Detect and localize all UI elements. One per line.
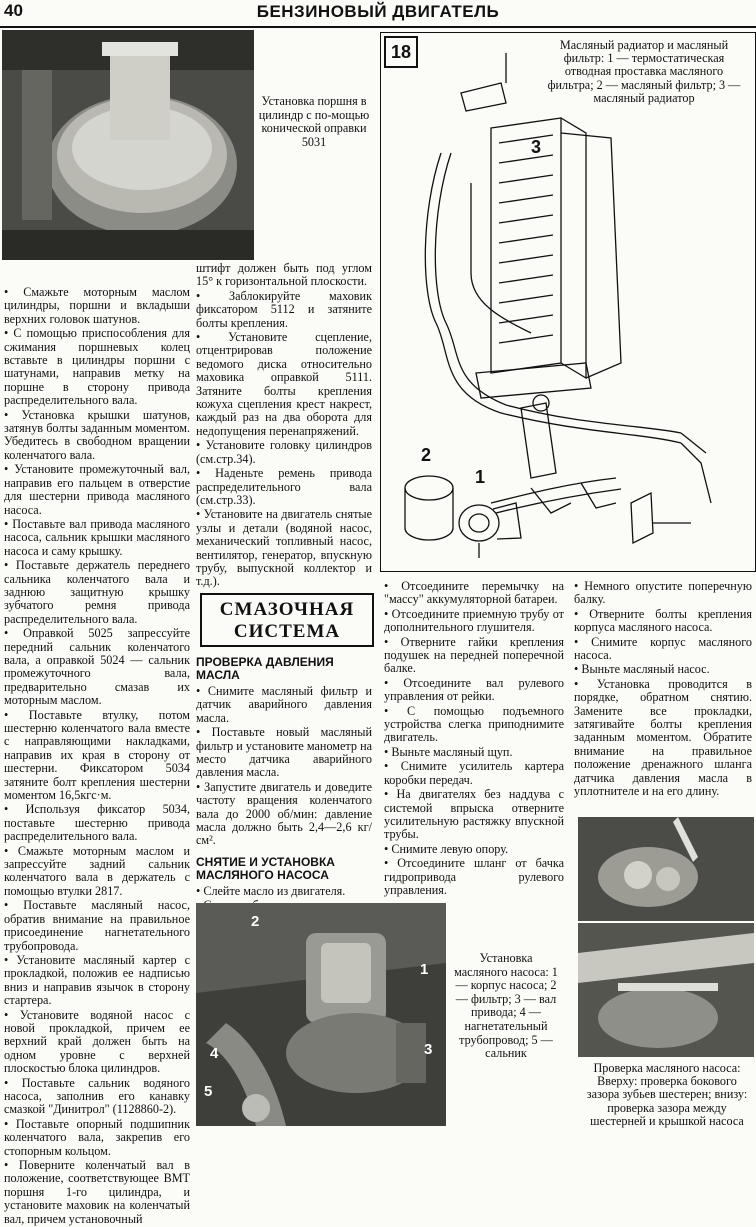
col3-paragraph: • Отверните гайки крепления подушек на передней поперечной балке. bbox=[384, 634, 564, 676]
col1-paragraph: • Установите водяной насос с новой прокладкой, причем ее верхний край должен быть на одном уровне с верхней плоскостью блока цилиндров. bbox=[4, 1007, 190, 1076]
col1-paragraph: • Поверните коленчатый вал в положение, соответствующее ВМТ поршня 1-го цилиндра, и установите маховик на коленчатый вал, причем установочный bbox=[4, 1158, 190, 1226]
lubrication-section bbox=[196, 654, 372, 914]
col3-paragraph: • Отсоедините приемную трубу от дополнительного глушителя. bbox=[384, 606, 564, 635]
subheading-oil-pressure: ПРОВЕРКА ДАВЛЕНИЯ МАСЛА bbox=[196, 655, 334, 682]
figure-callout: 3 bbox=[531, 137, 542, 157]
col1-paragraph: • Поставьте опорный подшипник коленчатого вала, закрепив его стопорным кольцом. bbox=[4, 1116, 190, 1158]
column-3 bbox=[384, 580, 564, 898]
col4-paragraph: • Установка проводится в порядке, обратном снятию. Замените все прокладки, затягивайте болты крепления заданным моментом. Обратите внимание на правильное положение дренажного шланга датчика давления масла в уплотнителе и на его длину. bbox=[574, 676, 752, 799]
page-title: БЕНЗИНОВЫЙ ДВИГАТЕЛЬ bbox=[256, 2, 500, 21]
col3-paragraph: • Отсоедините вал рулевого управления от рейки. bbox=[384, 675, 564, 704]
piston-photo-caption: Установка поршня в цилиндр с по-мощью конической оправки 5031 bbox=[258, 94, 370, 149]
col1-paragraph: • Смажьте моторным маслом цилиндры, поршни и вкладыши верхних головок шатунов. bbox=[4, 285, 190, 326]
col1-paragraph: • Оправкой 5025 запрессуйте передний сальник коленчатого вала, а оправкой 5024 — сальник промежуточного вала, предварительно смазав их моторным маслом. bbox=[4, 626, 190, 708]
col4-paragraph: • Отверните болты крепления корпуса масляного насоса. bbox=[574, 606, 752, 635]
section-title-line1: СМАЗОЧНАЯ bbox=[219, 599, 355, 620]
col1-paragraph: • Установите промежуточный вал, направив его пальцем в отверстие для шестерни привода масляного насоса. bbox=[4, 462, 190, 517]
col1-paragraph: • Смажьте моторным маслом и запрессуйте задний сальник коленчатого вала в держатель с помощью втулки 2817. bbox=[4, 843, 190, 898]
page-header bbox=[0, 0, 756, 28]
oil-pump-install-photo bbox=[196, 903, 446, 1126]
figure-callout: 1 bbox=[475, 467, 486, 487]
col4-paragraph: • Выньте масляный насос. bbox=[574, 662, 710, 677]
col2-paragraph: штифт должен быть под углом 15° к горизонтальной плоскости. bbox=[196, 261, 372, 289]
section-paragraph: • Поставьте новый масляный фильтр и установите манометр на место датчика аварийного давления масла. bbox=[196, 725, 372, 780]
col1-paragraph: • С помощью приспособления для сжимания поршневых колец вставьте в цилиндры поршни с шатунами, направив метку на поршне в сторону привода распределительного вала. bbox=[4, 326, 190, 408]
col1-paragraph: • Установка крышки шатунов, затянув болты заданным моментом. Убедитесь в свободном вращении коленчатого вала. bbox=[4, 407, 190, 462]
col3-paragraph: • Снимите усилитель картера коробки передач. bbox=[384, 759, 564, 787]
pump-check-caption: Проверка масляного насоса: Вверху: проверка бокового зазора зубьев шестерен; внизу: проверка зазора между шестерней и крышкой насоса bbox=[586, 1061, 748, 1128]
section-title-line2: СИСТЕМА bbox=[233, 621, 341, 642]
col1-paragraph: • Поставьте держатель переднего сальника коленчатого вала и заднюю защитную крышку зубчатого ремня привода распределительного вала. bbox=[4, 558, 190, 626]
col1-paragraph: • Поставьте втулку, потом шестерню коленчатого вала вместе с направляющими накладками, направив их края в сторону от шестерни. Фиксатором 5034 затяните болт крепления шестерни моментом 16,5кгс·м. bbox=[4, 707, 190, 803]
section-paragraph: • Снимите масляный фильтр и датчик аварийного давления масла. bbox=[196, 684, 372, 725]
figure-18-caption: Масляный радиатор и масляный фильтр: 1 — термостатическая отводная проставка масляного фильтра; 2 — масляный фильтр; 3 — масляный радиатор bbox=[547, 38, 741, 105]
col1-paragraph: • Установите масляный картер с прокладкой, положив ее надписью вниз и направив язычок в сторону стартера. bbox=[4, 952, 190, 1008]
col1-paragraph: • Поставьте вал привода масляного насоса, сальник крышки масляного насоса и саму крышку. bbox=[4, 516, 190, 558]
section-title-box bbox=[200, 593, 374, 647]
photo-callout: 3 bbox=[424, 1041, 433, 1058]
col3-paragraph: • На двигателях без наддува с системой впрыска отверните усилительную растяжку впускной трубы. bbox=[384, 787, 564, 842]
col4-paragraph: • Снимите корпус масляного насоса. bbox=[574, 634, 752, 663]
photo-callout: 5 bbox=[204, 1083, 213, 1100]
oil-pump-photo-caption: Установка масляного насоса: 1 — корпус насоса; 2 — фильтр; 3 — вал привода; 4 — нагнетательный трубопровод; 5 — сальник bbox=[454, 951, 558, 1061]
photo-callout: 1 bbox=[420, 961, 429, 978]
col3-paragraph: • Выньте масляный щуп. bbox=[384, 744, 513, 759]
pump-check-photo-top bbox=[578, 817, 754, 921]
pump-check-photo-bottom bbox=[578, 923, 754, 1057]
col1-paragraph: • Используя фиксатор 5034, поставьте шестерню привода распределительного вала. bbox=[4, 802, 190, 844]
figure-number: 18 bbox=[384, 36, 418, 68]
col2-paragraph: • Установите на двигатель снятые узлы и детали (водяной насос, механический топливный насос, вентилятор, генератор, впускную трубу, выпускной коллектор и т.д.). bbox=[196, 507, 372, 589]
col2-paragraph: • Заблокируйте маховик фиксатором 5112 и затяните болты крепления. bbox=[196, 288, 372, 330]
page-number: 40 bbox=[4, 1, 23, 20]
col2-paragraph: • Установите головку цилиндров (см.стр.34). bbox=[196, 438, 372, 466]
section-paragraph: • Слейте масло из двигателя. bbox=[196, 883, 346, 898]
col4-paragraph: • Немного опустите поперечную балку. bbox=[574, 579, 752, 607]
photo-callout: 2 bbox=[251, 913, 260, 930]
section-paragraph: • Запустите двигатель и доведите частоту вращения коленчатого вала до 2000 об/мин: давление масла должно быть 2,4—2,6 кг/см². bbox=[196, 779, 372, 848]
col1-paragraph: • Поставьте сальник водяного насоса, заполнив его канавку смазкой "Динитрол" (1128860-2). bbox=[4, 1075, 190, 1117]
col2-paragraph: • Наденьте ремень привода распределительного вала (см.стр.33). bbox=[196, 466, 372, 507]
col3-paragraph: • С помощью подъемного устройства слегка приподнимите двигатель. bbox=[384, 703, 564, 745]
subheading-oil-pump: СНЯТИЕ И УСТАНОВКА МАСЛЯНОГО НАСОСА bbox=[196, 854, 335, 882]
figure-callout: 2 bbox=[421, 445, 432, 465]
col2-paragraph: • Установите сцепление, отцентрировав положение ведомого диска относительно маховика оправкой 5111. Затяните болты крепления кожуха сцепления крест накрест, каждый раз на два оборота для недопущения перенапряжений. bbox=[196, 330, 372, 438]
col3-paragraph: • Снимите левую опору. bbox=[384, 841, 509, 856]
column-2 bbox=[196, 262, 372, 590]
column-4 bbox=[574, 580, 752, 800]
figure-18-box bbox=[380, 32, 756, 572]
col3-paragraph: • Отсоедините перемычку на "массу" аккумуляторной батареи. bbox=[384, 579, 564, 607]
piston-install-photo bbox=[2, 30, 254, 260]
col3-paragraph: • Отсоедините шланг от бачка гидропривода рулевого управления. bbox=[384, 856, 564, 897]
photo-callout: 4 bbox=[210, 1045, 219, 1062]
oil-cooler-diagram bbox=[381, 33, 755, 571]
column-1 bbox=[4, 286, 190, 1227]
col1-paragraph: • Поставьте масляный насос, обратив внимание на правильное присоединение нагнетательного трубопровода. bbox=[4, 898, 190, 953]
